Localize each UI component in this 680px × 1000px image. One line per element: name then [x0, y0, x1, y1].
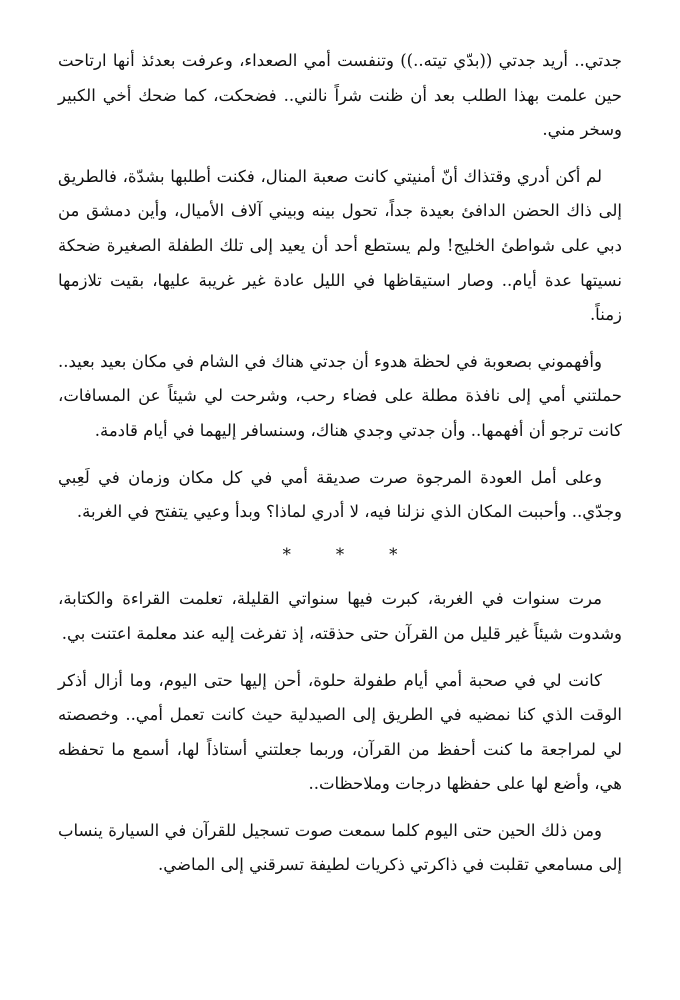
paragraph-5: مرت سنوات في الغربة، كبرت فيها سنواتي القليلة، تعلمت القراءة والكتابة، وشدوت شيئاً غير قليل من القرآن حتى حذقته، إذ تفرغت إليه عند معلمة اعتنت بي.	[58, 589, 622, 643]
paragraph-6: كانت لي في صحبة أمي أيام طفولة حلوة، أحن إليها حتى اليوم، وما أزال أذكر الوقت الذي كنا نمضيه في الطريق إلى الصيدلية حيث كانت تعمل أمي.. وخصصته لي لمراجعة ما كنت أحفظ من القرآن، وربما جعلتني أستاذاً لها، أسمع ما تحفظه هي، وأضع لها على حفظها درجات وملاحظات..	[58, 670, 622, 794]
paragraph-7: ومن ذلك الحين حتى اليوم كلما سمعت صوت تسجيل للقرآن في السيارة ينساب إلى مسامعي تقلبت في ذاكرتي ذكريات لطيفة تسرقني إلى الماضي.	[58, 820, 622, 875]
separator-star: *	[335, 544, 345, 564]
paragraph-3: وأفهموني بصعوبة في لحظة هدوء أن جدتي هناك في الشام في مكان بعيد بعيد.. حملتني أمي إلى نافذة مطلة على فضاء رحب، وشرحت لي شيئاً عن المسافات، كانت ترجو أن أفهمها.. وأن جدتي وجدي هناك، وسنسافر إليهما في أيام قادمة.	[58, 351, 622, 440]
separator-star: *	[389, 544, 398, 564]
paragraph-2: لم أكن أدري وقتذاك أنّ أمنيتي كانت صعبة المنال، فكنت أطلبها بشدّة، فالطريق إلى ذاك الحضن الدافئ بعيدة جداً، تحول بينه وبيني آلاف الأميال، وأين دمشق من دبي على شواطئ الخليج! ولم يستطع أحد أن يعيد إلى تلك الطفلة الصغيرة ضحكة نسيتها عدة أيام.. وصار استيقاظها في الليل عادة غير غريبة عليها، بقيت تلازمها زمناً.	[58, 166, 622, 325]
section-separator	[58, 538, 622, 573]
paragraph-4: وعلى أمل العودة المرجوة صرت صديقة أمي في كل مكان وزمان في لَعِبي وجدّي.. وأحببت المكان الذي نزلنا فيه، لا أدري لماذا؟ وبدأ وعيي يتفتح في الغربة.	[58, 467, 622, 522]
paragraph-1: جدتي.. أريد جدتي ((بدّي تيته..)) وتنفست أمي الصعداء، وعرفت بعدئذ أنها ارتاحت حين علمت بهذا الطلب بعد أن ظنت شراً نالني.. فضحكت، كما ضحك أخي الكبير وسخر مني.	[58, 51, 622, 140]
separator-star: *	[282, 544, 291, 564]
document-page	[58, 44, 622, 895]
